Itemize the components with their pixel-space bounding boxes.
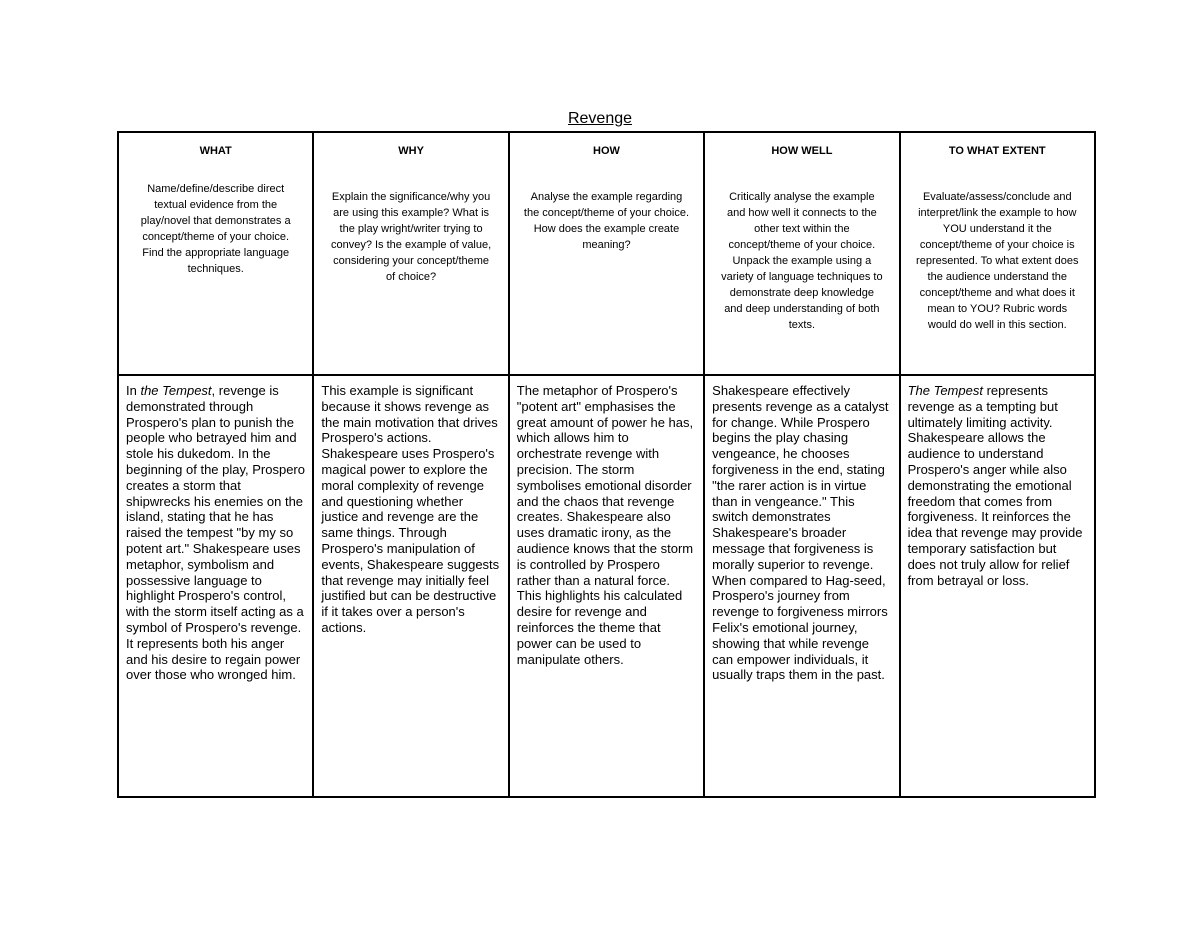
- answer-text: In the Tempest, revenge is demonstrated through Prospero's plan to punish the people who betrayed him and stole his dukedom. In the beginning of the play, Prospero creates a storm that shipwrecks his enemies on the island, stating that he has raised the tempest "by my so potent art." Shakespeare uses metaphor, symbolism and possessive language to highlight Prospero's control, with the storm itself acting as a symbol of Prospero's revenge. It represents both his anger and his desire to regain power over those who wronged him.: [126, 383, 305, 683]
- column-label: WHAT: [199, 145, 232, 157]
- column-description: Name/define/describe direct textual evidence from the play/novel that demonstrates a concept/theme of your choice. Find the appropriate language techniques.: [140, 183, 291, 275]
- answer-why: [313, 375, 508, 797]
- answer-how: [509, 375, 704, 797]
- answer-row: [118, 375, 1095, 797]
- column-description: Explain the significance/why you are using this example? What is the play wright/writer trying to convey? Is the example of value, considering your concept/theme of choice?: [330, 191, 492, 283]
- column-header-why: [313, 132, 508, 375]
- column-label: HOW: [593, 145, 620, 157]
- column-description: Critically analyse the example and how well it connects to the other text within the concept/theme of your choice. Unpack the example using a variety of language techniques to demonstrate deep knowledge and deep understanding of both texts.: [721, 191, 883, 331]
- page-title: Revenge: [567, 110, 633, 127]
- answer-text: Shakespeare effectively presents revenge as a catalyst for change. While Prospero begins the play chasing vengeance, he chooses forgiveness in the end, stating "the rarer action is in virtue than in vengeance." This switch demonstrates Shakespeare's broader message that forgiveness is morally superior to revenge. When compared to Hag-seed, Prospero's journey from revenge to forgiveness mirrors Felix's emotional journey, showing that while revenge can empower individuals, it usually traps them in the past.: [712, 383, 889, 683]
- column-label: WHY: [398, 145, 424, 157]
- header-row: [118, 132, 1095, 375]
- column-description: Evaluate/assess/conclude and interpret/link the example to how YOU understand it the concept/theme of your choice is represented. To what extent does the audience understand the concept/theme and what does it mean to YOU? Rubric words would do well in this section.: [916, 191, 1079, 331]
- answer-text: The Tempest represents revenge as a tempting but ultimately limiting activity. Shakespeare allows the audience to understand Prospero's anger while also demonstrating the emotional freedom that comes from forgiveness. It reinforces the idea that revenge may provide temporary satisfaction but does not truly allow for relief from betrayal or loss.: [907, 383, 1083, 588]
- rubric-table: [117, 131, 1096, 798]
- column-header-how-well: [704, 132, 899, 375]
- column-header-how: [509, 132, 704, 375]
- answer-text: The metaphor of Prospero's "potent art" emphasises the great amount of power he has, which allows him to orchestrate revenge with precision. The storm symbolises emotional disorder and the chaos that revenge creates. Shakespeare also uses dramatic irony, as the audience knows that the storm is controlled by Prospero rather than a natural force. This highlights his calculated desire for revenge and reinforces the theme that power can be used to manipulate others.: [516, 383, 694, 667]
- column-header-what: [118, 132, 313, 375]
- answer-how-well: [704, 375, 899, 797]
- answer-to-what-extent: [900, 375, 1095, 797]
- column-label: TO WHAT EXTENT: [948, 145, 1046, 157]
- answer-text: This example is significant because it shows revenge as the main motivation that drives Prospero's actions. Shakespeare uses Prospero's magical power to explore the moral complexity of revenge and questioning whether justice and revenge are the same things. Through Prospero's manipulation of events, Shakespeare suggests that revenge may initially feel justified but can be destructive if it takes over a person's actions.: [321, 383, 500, 635]
- column-label: HOW WELL: [771, 145, 833, 157]
- column-header-to-what-extent: [900, 132, 1095, 375]
- answer-what: [118, 375, 313, 797]
- column-description: Analyse the example regarding the concept/theme of your choice. How does the example create meaning?: [523, 191, 690, 251]
